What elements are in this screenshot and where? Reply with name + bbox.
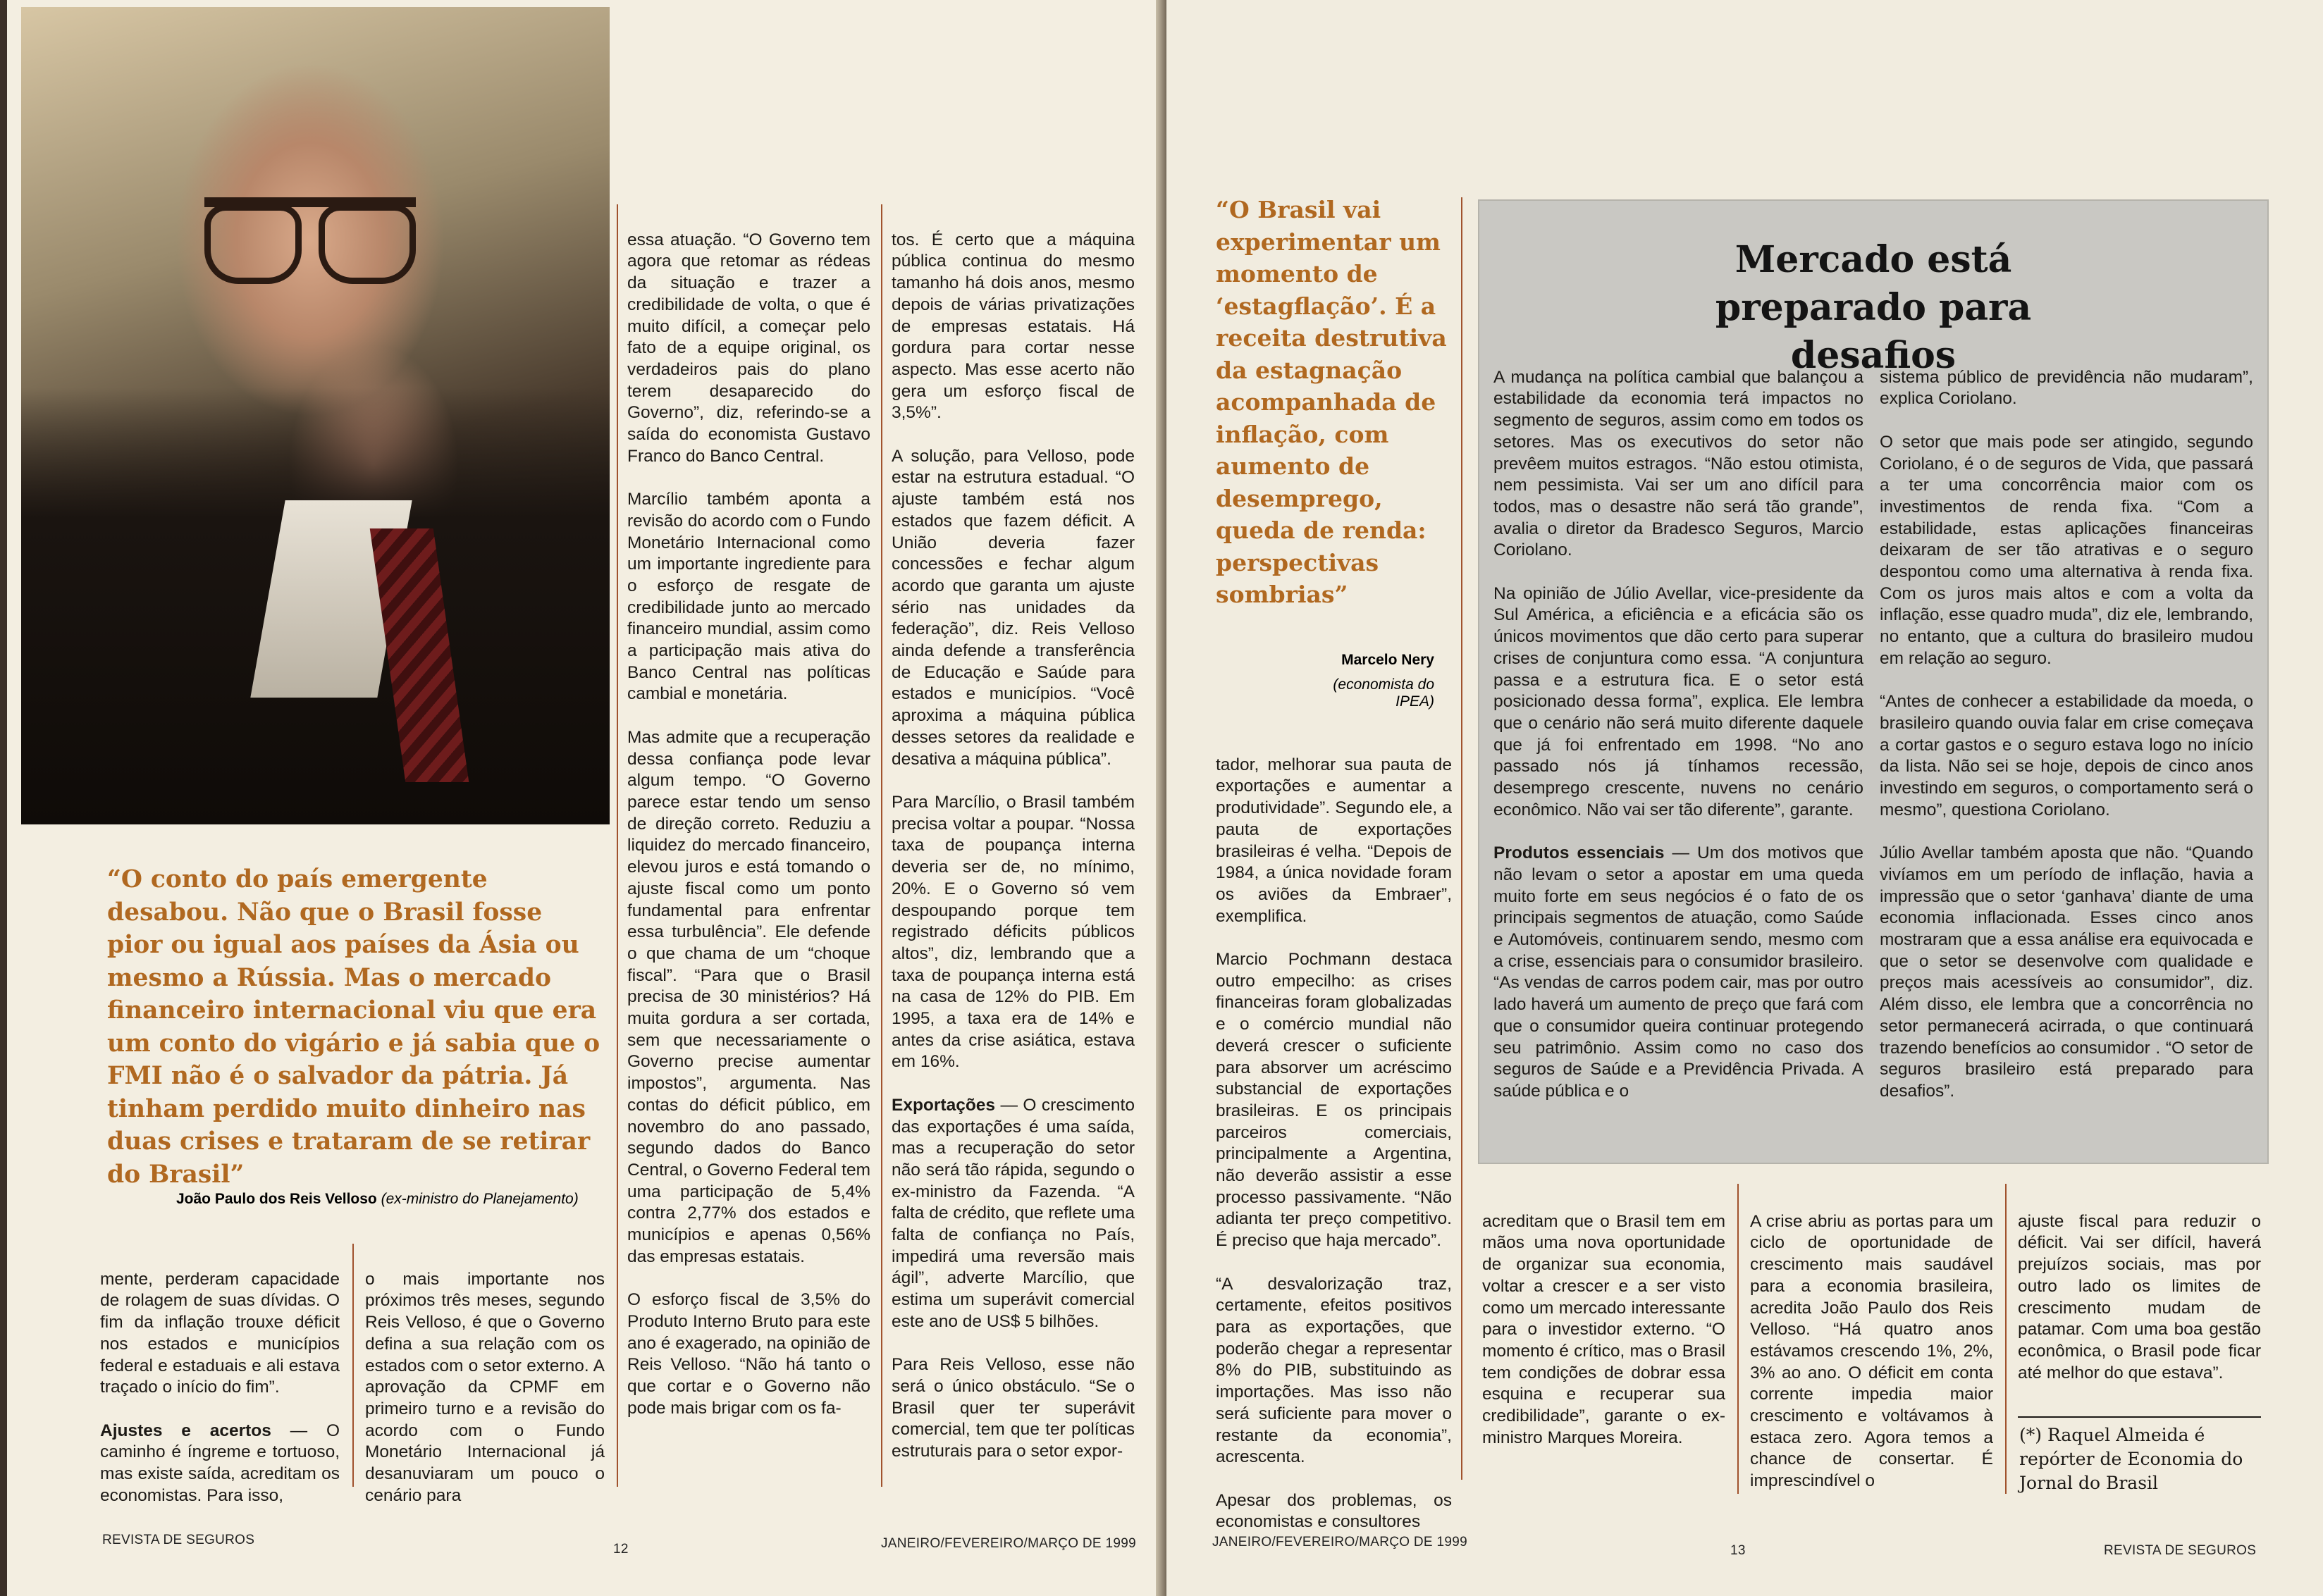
paragraph: Na opinião de Júlio Avellar, vice-presidente da Sul América, a eficiência e a eficácia são os únicos movimentos que dão certo para superar crises de conjuntura como essa. “A conjuntura passa e a estrutura fica. E o setor está posicionado dessa forma”, explica. Ele lembra que o cenário não será muito diferente daquele que já foi enfrentado em 1998. “No ano passado nós já tínhamos recessão, desemprego crescente, nuvens no cenário econômico. Não vai ser tão diferente”, garante.: [1493, 583, 1863, 819]
column-rule: [1461, 197, 1462, 1480]
pull-quote-right: “O Brasil vai experimentar um momento de ‘estagflação’. É a receita destrutiva da estagnação acompanhada de inflação, com aumento de desemprego, queda de renda: perspectivas sombrias”: [1216, 196, 1447, 608]
paragraph: O setor que mais pode ser atingido, segundo Coriolano, é o de seguros de Vida, que passará a ter uma concorrência maior com os investimentos de renda fixa. “Com a estabilidade, estas aplicações financeiras deixaram de ser tão atrativas e o seguro despontou como uma alternativa à renda fixa. Com os juros mais altos e com a volta da inflação, esse quadro muda”, diz ele, lembrando, no entanto, que a cultura do brasileiro mudou em relação ao seguro.: [1880, 432, 2253, 668]
column-rule: [617, 204, 618, 1487]
paragraph-text: — O crescimento das exportações é uma saída, mas a recuperação do setor não será tão rápida, segundo o ex-ministro da Fazenda. “A falta de crédito, que reflete uma falta de confiança no País, impedirá uma reversão mais ágil”, adverte Marcílio, que estima um superávit comercial este ano de US$ 5 bilhões.: [892, 1095, 1135, 1331]
right-page: [1166, 0, 2323, 1596]
footer-date: JANEIRO/FEVEREIRO/MARÇO DE 1999: [1212, 1535, 1467, 1549]
pull-quote-left-attribution: [176, 1191, 579, 1208]
right-column-3: [1750, 1189, 1993, 1514]
paragraph-text: — O caminho é íngreme e tortuoso, mas existe saída, acreditam os economistas. Para isso,: [100, 1421, 340, 1505]
pull-quote-right-author: [1336, 652, 1434, 669]
column-rule: [1737, 1184, 1739, 1494]
paragraph: [100, 1421, 340, 1507]
author-note: (*) Raquel Almeida é repórter de Economia do Jornal do Brasil: [2019, 1425, 2243, 1493]
paragraph: O esforço fiscal de 3,5% do Produto Interno Bruto para este ano é exagerado, na opinião de Reis Velloso. “Não há tanto o que cortar e o Governo não pode mais brigar com os fa-: [627, 1290, 870, 1418]
note-divider: [2018, 1416, 2261, 1418]
quote-author: João Paulo dos Reis Velloso: [176, 1191, 377, 1207]
quote-role: (economista do IPEA): [1333, 676, 1434, 710]
sidebar-title: Mercado está preparado para desafios: [1715, 238, 2032, 377]
photo-glasses-shape: [204, 197, 416, 285]
paragraph: A crise abriu as portas para um ciclo de oportunidade de crescimento mais saudável para a economia brasileira, acredita João Paulo dos Reis Velloso. “Há quatro anos estávamos crescendo 1%, 2%, 3% ao ano. O déficit em conta corrente impedia maior crescimento e voltávamos à estaca zero. Agora temos a chance de consertar. É imprescindível o: [1750, 1211, 1993, 1491]
subhead: Ajustes e acertos: [100, 1421, 271, 1440]
paragraph: tador, melhorar sua pauta de exportações e aumentar a produtividade”. Segundo ele, a pauta de exportações brasileiras é velha. “Depois de 1984, a única novidade foram os aviões da Embraer”, exemplifica.: [1216, 755, 1452, 926]
paragraph: acreditam que o Brasil tem em mãos uma nova oportunidade de organizar sua economia, voltar a crescer e a ser visto como um mercado interessante para o investidor externo. “O momento é crítico, mas o Brasil tem condições de dobrar essa esquina e recuperar sua credibilidade”, garante o ex-ministro Marques Moreira.: [1482, 1211, 1725, 1447]
paragraph: o mais importante nos próximos três meses, segundo Reis Velloso, é que o Governo defina a sua relação com os estados com o setor externo. A aprovação da CPMF em primeiro turno e a revisão do acordo com o Fundo Monetário Internacional já desanuviaram um pouco o cenário para: [365, 1269, 605, 1505]
paragraph: Júlio Avellar também aposta que não. “Quando vivíamos em um período de inflação, havia a impressão que o setor ‘ganhava’ diante de uma economia inflacionada. Esses cinco anos mostraram que a essa análise era equivocada e que o setor se desenvolve com qualidade e preços mais acessíveis ao consumidor”, diz. Além disso, ele lembra que a concorrência no setor permanecerá acirrada, o que continuará trazendo benefícios ao consumidor . “O setor de seguros brasileiro está preparado para desafios”.: [1880, 843, 2253, 1101]
footer-magazine-name: REVISTA DE SEGUROS: [2104, 1543, 2257, 1558]
column-rule: [881, 204, 882, 1487]
left-column-2: [365, 1247, 605, 1528]
paragraph: [1493, 843, 1863, 1102]
subhead: Exportações: [892, 1095, 996, 1115]
quote-role: (ex-ministro do Planejamento): [381, 1191, 579, 1207]
paragraph: mente, perderam capacidade de rolagem de suas dívidas. O fim da inflação trouxe déficit nos estados e municípios federal e estaduais e ali estava traçado o início do fim”.: [100, 1269, 340, 1397]
paragraph: Para Marcílio, o Brasil também precisa voltar a poupar. “Nossa taxa de poupança interna deveria ser de, no mínimo, 20%. E o Governo só vem despoupando porque tem registrado déficits públicos altos”, diz, lembrando que a taxa de poupança interna está na casa de 12% do PIB. Em 1995, a taxa era de 14% e antes da crise asiática, estava em 16%.: [892, 792, 1135, 1072]
left-column-1: [100, 1247, 340, 1528]
sidebar-box: [1478, 199, 2269, 1164]
sidebar-column-2: [1880, 345, 2253, 1124]
paragraph: ajuste fiscal para reduzir o déficit. Vai ser difícil, haverá prejuízos sociais, mas por outro lado os limites de crescimento mudam de patamar. Com uma boa gestão econômica, o Brasil pode ficar até melhor do que estava”.: [2018, 1211, 2261, 1382]
quote-author: Marcelo Nery: [1341, 652, 1434, 668]
right-column-2: [1482, 1189, 1725, 1471]
footer-date: JANEIRO/FEVEREIRO/MARÇO DE 1999: [881, 1536, 1136, 1551]
footer-magazine-name: REVISTA DE SEGUROS: [102, 1533, 255, 1547]
paragraph: tos. É certo que a máquina pública continua do mesmo tamanho há dois anos, mesmo depois de várias privatizações de empresas estatais. Há gordura para cortar nesse aspecto. Mas esse acerto não gera um esforço fiscal de 3,5%”.: [892, 230, 1135, 423]
paragraph: “A desvalorização traz, certamente, efeitos positivos para as exportações, que poderão chegar a representar 8% do PIB, substituindo as importações. Mas isso não será suficiente para mover o restante da economia”, acrescenta.: [1216, 1274, 1452, 1467]
left-page: [7, 0, 1163, 1596]
portrait-photo: [21, 7, 610, 824]
left-column-4: [892, 208, 1135, 1484]
right-column-1: [1216, 733, 1452, 1555]
paragraph: Mas admite que a recuperação dessa confiança pode levar algum tempo. “O Governo parece estar tendo um senso de direção correto. Reduziu a liquidez do mercado financeiro, elevou juros e está tomando o ajuste fiscal como um ponto fundamental para enfrentar essa turbulência”. Ele defende o que chama de um “choque fiscal”. “Para que o Brasil precisa de 30 ministérios? Há muita gordura a ser cortada, sem que necessariamente o Governo precise aumentar impostos”, argumenta. Nas contas do déficit público, em novembro do ano passado, segundo dados do Banco Central, o Governo Federal tem uma participação de 5,4% contra 2,77% dos estados e municípios e apenas 0,56% das empresas estatais.: [627, 727, 870, 1266]
paragraph: Marcio Pochmann destaca outro empecilho: as crises financeiras foram globalizadas e o comércio mundial não deverá crescer o suficiente para absorver um acréscimo substancial de exportações brasileiras. E os principais parceiros comerciais, principalmente a Argentina, não deverão assistir a esse processo passivamente. “Não adianta ter preço competitivo. É preciso que haja mercado”.: [1216, 950, 1452, 1251]
column-rule: [2005, 1184, 2007, 1494]
right-column-4: [2018, 1189, 2261, 1406]
paragraph: essa atuação. “O Governo tem agora que retomar as rédeas da situação e trazer a credibilidade de volta, o que é muito difícil, a começar pelo fato de a equipe original, os verdadeiros pais do plano terem desaparecido do Governo”, diz, referindo-se a saída do economista Gustavo Franco do Banco Central.: [627, 230, 870, 466]
pull-quote-right-role: [1293, 676, 1434, 710]
page-number: 13: [1730, 1543, 1746, 1558]
paragraph: A solução, para Velloso, pode estar na estrutura estadual. “O ajuste também está nos estados que fazem déficit. A União deveria fazer concessões e fechar algum acordo que garanta um ajuste sério nas unidades da federação”, diz. Reis Velloso ainda defende a transferência de Educação e Saúde para estados e municípios. “Você aproxima a máquina pública desses setores da realidade e desativa a máquina pública”.: [892, 446, 1135, 769]
left-column-3: [627, 208, 870, 1441]
paragraph: A mudança na política cambial que balançou a estabilidade da economia terá impactos no segmento de seguros, assim como em todos os setores. Mas os executivos do setor não prevêem muitos estragos. “Não estou otimista, nem pessimista. Vai ser um ano difícil para todos, mas o desastre não será tão grande”, avalia o diretor da Bradesco Seguros, Marcio Coriolano.: [1493, 367, 1863, 560]
paragraph: Marcílio também aponta a revisão do acordo com o Fundo Monetário Internacional como um importante ingrediente para o esforço de resgate de credibilidade junto ao mercado financeiro mundial, assim como a participação mais ativa do Banco Central nas políticas cambial e monetária.: [627, 490, 870, 704]
paragraph: Para Reis Velloso, esse não será o único obstáculo. “Se o Brasil quer ter superávit comercial, tem que ter políticas estruturais para o setor expor-: [892, 1355, 1135, 1461]
subhead: Produtos essenciais: [1493, 843, 1665, 863]
sidebar-column-1: [1493, 345, 1863, 1124]
pull-quote-left: “O conto do país emergente desabou. Não que o Brasil fosse pior ou igual aos países da Ásia ou mesmo a Rússia. Mas o mercado financeiro internacional viu que era um conto do vigário e já sabia que o FMI não é o salvador da pátria. Já tinham perdido muito dinheiro nas duas crises e trataram de se retirar do Brasil”: [107, 865, 600, 1189]
paragraph-text: — Um dos motivos que não levam o setor a apostar em uma queda muito forte em seus negócios é o fato de os principais segmentos de atuação, como Saúde e Automóveis, continuarem sendo, mesmo com a crise, essenciais para o consumidor brasileiro. “As vendas de carros podem cair, mas por outro lado haverá um aumento de preço que fará com que o consumidor queira continuar protegendo seu patrimônio. Assim como no caso dos seguros de Saúde e a Previdência Privada. A saúde pública e o: [1493, 843, 1863, 1101]
column-rule: [352, 1244, 354, 1487]
paragraph: [892, 1095, 1135, 1333]
page-number: 12: [613, 1542, 629, 1557]
paragraph: sistema público de previdência não mudaram”, explica Coriolano.: [1880, 367, 2253, 409]
paragraph: “Antes de conhecer a estabilidade da moeda, o brasileiro quando ouvia falar em crise começava a cortar gastos e o seguro estava logo no início da lista. Não sei se hoje, depois de cinco anos investindo em seguros, o comportamento será o mesmo”, questiona Coriolano.: [1880, 692, 2253, 819]
paragraph: Apesar dos problemas, os economistas e consultores: [1216, 1490, 1452, 1532]
